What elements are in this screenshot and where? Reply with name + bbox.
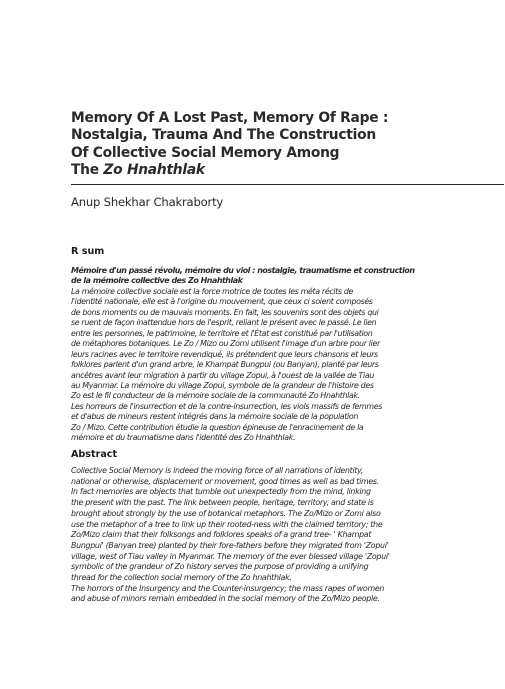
resume-line: mémoire et du traumatisme dans l'identité des Zo Hnahthlak. <box>71 433 296 443</box>
resume-line: folklores parlent d'un grand arbre, le Khampat Bungpui (ou Banyan), planté par leurs <box>71 360 379 370</box>
author-name: Anup Shekhar Chakraborty <box>71 195 224 209</box>
abstract-line: national or otherwise, displacement or movement, good times as well as bad times. <box>71 476 379 486</box>
abstract-line: symbolic of the grandeur of Zo history serves the purpose of providing a unifying <box>71 562 369 572</box>
resume-text <box>71 266 433 444</box>
resume-line: La mémoire collective sociale est la force motrice de toutes les méta récits de <box>71 286 353 296</box>
abstract-line: In fact memories are objects that tumble out unexpectedly from the mind, linking <box>71 487 371 497</box>
resume-line: de métaphores botaniques. Le Zo / Mizo ou Zomi utilisent l'image d'un arbre pour lier <box>71 339 380 349</box>
abstract-line: Collective Social Memory is indeed the moving force of all narrations of identity, <box>71 466 364 475</box>
abstract-text <box>71 466 433 605</box>
resume-line: ancêtres avant leur migration à partir du village Zopui, à l'ouest de la vallée de Tiau <box>71 370 374 380</box>
resume-line: au Myanmar. La mémoire du village Zopui, symbole de la grandeur de l'histoire des <box>71 380 374 390</box>
abstract-line: thread for the collection social memory of the Zo hnahthlak. <box>71 573 292 583</box>
title-line-4 <box>71 162 451 179</box>
resume-line: leurs racines avec le territoire revendiqué, ils prétendent que leurs chansons et leurs <box>71 349 378 359</box>
abstract-line: Bungpui' (Banyan tree) planted by their fore-fathers before they migrated from 'Zopui' <box>71 540 389 550</box>
resume-line: l'identité nationale, elle est à l'origine du mouvement, que ceux ci soient composés <box>71 297 373 307</box>
resume-line: de bons moments ou de mauvais moments. En fait, les souvenirs sont des objets qui <box>71 307 379 317</box>
title-line-1: Memory Of A Lost Past, Memory Of Rape : <box>71 110 389 126</box>
title-line-4-prefix: The <box>71 161 104 178</box>
resume-line: Zo / Mizo. Cette contribution étudie la question épineuse de l'enracinement de la <box>71 422 364 432</box>
resume-subtitle-line: Mémoire d'un passé révolu, mémoire du viol : nostalgie, traumatisme et construction <box>71 266 415 275</box>
resume-line: entre les personnes, le patrimoine, le territoire et l'État est constitué par l'utilisation <box>71 328 373 338</box>
title-line-4-italic: Zo Hnahthlak <box>103 161 205 178</box>
title-line-3: Of Collective Social Memory Among <box>71 144 340 161</box>
resume-heading: R sum <box>71 246 105 257</box>
abstract-line: brought about strongly by the use of botanical metaphors. The Zo/Mizo or Zomi also <box>71 508 381 518</box>
title-line-2: Nostalgia, Trauma And The Construction <box>71 127 376 144</box>
resume-line: Les horreurs de l'insurrection et de la contre-insurrection, les viols massifs de femmes <box>71 401 382 411</box>
abstract-line: The horrors of the Insurgency and the Counter-insurgency; the mass rapes of women <box>71 583 385 593</box>
abstract-line: and abuse of minors remain embedded in the social memory of the Zo/Mizo people. <box>71 594 380 604</box>
abstract-line: village, west of Tiau valley in Myanmar. The memory of the ever blessed village 'Zopui' <box>71 551 390 561</box>
title-divider <box>71 184 504 185</box>
article-title <box>71 110 451 179</box>
abstract-line: Zo/Mizo claim that their folksongs and folklores speaks of a grand tree- ' Khampat <box>71 530 372 540</box>
resume-line: et d'abus de mineurs restent intégrés dans la mémoire sociale de la population <box>71 412 359 422</box>
abstract-heading: Abstract <box>71 449 118 460</box>
resume-line: se ruent de façon inattendue hors de l'esprit, reliant le présent avec le passé. Le lien <box>71 318 377 328</box>
resume-line: Zo est le fil conducteur de la mémoire sociale de la communauté Zo Hnahthlak. <box>71 391 360 401</box>
resume-subtitle-line: de la mémoire collective des Zo Hnahthlak <box>71 276 243 286</box>
abstract-line: the present with the past. The link between people, heritage, territory, and state is <box>71 498 374 508</box>
abstract-line: use the metaphor of a tree to link up their rooted-ness with the claimed territory; the <box>71 519 383 529</box>
